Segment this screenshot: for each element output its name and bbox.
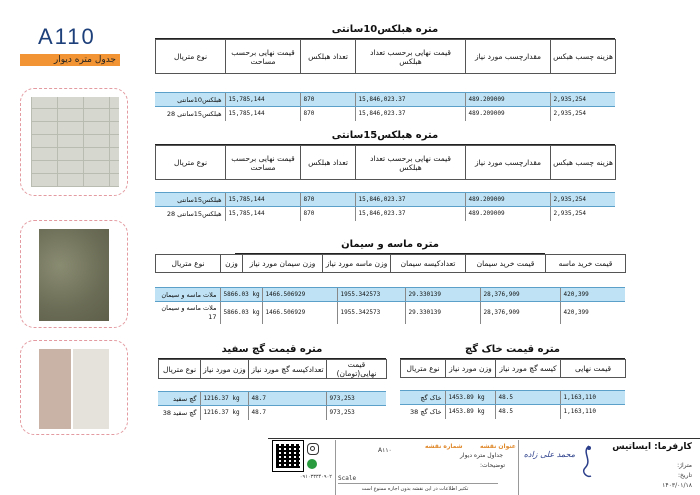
- col-bags: تعدادکیسه سیمان: [391, 255, 466, 273]
- table-title: متره ماسه و سیمان: [235, 237, 545, 254]
- col-material: نوع متریال: [156, 146, 226, 180]
- copyright-note: تکثیر اطلاعات در این نقشه بدون اجازه ممنوع است: [361, 486, 469, 492]
- instagram-icon: [307, 443, 319, 455]
- gypsum-texture-right: [73, 349, 109, 429]
- employer: کارفرما: ایساتیس: [612, 442, 692, 452]
- footer-divider: [518, 440, 519, 495]
- qr-code-icon: [272, 440, 304, 472]
- col-weight: وزن مورد نیاز: [446, 360, 496, 378]
- col-count: تعداد هبلکس: [301, 40, 356, 74]
- table-row: [158, 392, 386, 406]
- col-price: قیمت نهایی: [561, 360, 626, 378]
- col-bags: تعدادکیسه گچ مورد نیاز: [249, 360, 327, 379]
- col-material: نوع متریال: [401, 360, 446, 378]
- table-row: [155, 207, 615, 221]
- table-row: [158, 406, 386, 420]
- count-price-cell: 15,846,023.37: [355, 193, 465, 207]
- col-weight: وزن مورد نیاز: [201, 360, 249, 379]
- sand-price-cell: 420,399: [560, 288, 625, 302]
- price-cell: 973,253: [326, 406, 386, 420]
- hebelex-block-image: [31, 97, 119, 187]
- count-price-cell: 15,846,023.37: [355, 93, 465, 107]
- weight-cell: 1453.89 kg: [445, 405, 495, 419]
- scale-label: Scale: [338, 475, 357, 482]
- sheet-number-value: A۱۱۰: [378, 447, 392, 454]
- table-title: متره قیمت خاک گچ: [400, 342, 625, 359]
- material-cell: گچ سفید 38: [162, 408, 197, 417]
- glue-cell: 489.209009: [465, 193, 550, 207]
- price-cell: 973,253: [326, 392, 386, 406]
- material-cell: گچ سفید: [158, 392, 200, 406]
- col-glue-cost: هزینه چسب هبکس: [551, 40, 616, 74]
- material-cell: ملات ماسه و سیمان 17: [161, 303, 217, 321]
- table-title: متره هبلکس15سانتی: [155, 128, 615, 145]
- col-cement-weight: وزن سیمان مورد نیاز: [243, 255, 323, 273]
- table-row: [400, 405, 625, 419]
- col-sand-price: قیمت خرید ماسه: [546, 255, 626, 273]
- col-price: قیمت نهایی(تومان): [327, 360, 387, 379]
- weight-cell: 5866.03 kg: [220, 302, 262, 324]
- material-cell: هبلکس15سانتی: [155, 193, 225, 207]
- col-glue: مقدارچسب مورد نیاز: [466, 146, 551, 180]
- count-cell: 870: [300, 107, 355, 121]
- glue-cell: 489.209009: [465, 207, 550, 221]
- glue-cost-cell: 2,935,254: [550, 193, 615, 207]
- bags-cell: 29.330139: [405, 288, 480, 302]
- bags-cell: 29.330139: [405, 302, 480, 324]
- material-cell: هبلکس15سانتی 28: [166, 109, 222, 118]
- col-material: نوع متریال: [159, 360, 201, 379]
- bags-cell: 48.7: [248, 392, 326, 406]
- phone-number: ۰۹۱۰۳۳۳۴۰۹۰۲: [299, 474, 332, 480]
- col-sand-weight: وزن ماسه مورد نیاز: [323, 255, 391, 273]
- glue-cost-cell: 2,935,254: [550, 107, 615, 121]
- col-glue: مقدارچسب مورد نیاز: [466, 40, 551, 74]
- logo-icon: [575, 442, 597, 482]
- gypsum-texture-left: [39, 349, 71, 429]
- price-cell: 1,163,110: [560, 391, 625, 405]
- cement-weight-cell: 1466.506929: [262, 288, 337, 302]
- area-price-cell: 15,785,144: [225, 207, 300, 221]
- count-cell: 870: [300, 207, 355, 221]
- cement-price-cell: 28,376,909: [480, 302, 560, 324]
- count-price-cell: 15,846,023.37: [355, 107, 465, 121]
- gypsum-soil-table: [400, 342, 625, 419]
- col-area-price: قیمت نهایی برحسب مساحت: [226, 146, 301, 180]
- weight-cell: 1216.37 kg: [200, 392, 248, 406]
- col-glue-cost: هزینه چسب هبکس: [551, 146, 616, 180]
- date-label: تاریخ:: [678, 472, 692, 479]
- material-cell: خاک گچ 38: [409, 407, 442, 416]
- cement-weight-cell: 1466.506929: [262, 302, 337, 324]
- weight-cell: 1216.37 kg: [200, 406, 248, 420]
- col-area-price: قیمت نهایی برحسب مساحت: [226, 40, 301, 74]
- sheet-number-label: شماره نقشه: [425, 443, 463, 450]
- col-weight: وزن: [221, 255, 243, 273]
- sand-cement-table: [155, 237, 625, 324]
- gypsum-thumbnail-frame: [20, 340, 128, 435]
- glue-cost-cell: 2,935,254: [550, 93, 615, 107]
- count-cell: 870: [300, 93, 355, 107]
- material-cell: خاک گچ: [400, 391, 445, 405]
- count-price-cell: 15,846,023.37: [355, 207, 465, 221]
- table-row: [155, 288, 625, 302]
- glue-cost-cell: 2,935,254: [550, 207, 615, 221]
- bags-cell: 48.5: [495, 405, 560, 419]
- material-cell: ملات ماسه و سیمان: [155, 288, 220, 302]
- col-count-price: قیمت نهایی برحسب تعداد هبلکس: [356, 40, 466, 74]
- col-count: تعداد هبلکس: [301, 146, 356, 180]
- date-value: ۱۴۰۳/۰۱/۱۸: [662, 482, 692, 489]
- count-cell: 870: [300, 193, 355, 207]
- col-material: نوع متریال: [156, 40, 226, 74]
- sheet-title-label: عنوان نقشه: [480, 443, 516, 450]
- sand-weight-cell: 1955.342573: [337, 302, 405, 324]
- table-row: [155, 302, 625, 324]
- area-price-cell: 15,785,144: [225, 107, 300, 121]
- price-cell: 1,163,110: [560, 405, 625, 419]
- bags-cell: 48.5: [495, 391, 560, 405]
- table-row: [155, 107, 615, 121]
- sand-price-cell: 420,399: [560, 302, 625, 324]
- designer-signature: محمد علی زاده: [523, 450, 575, 459]
- table-title: متره قیمت گچ سفید: [158, 342, 386, 359]
- table-title: متره هبلکس10سانتی: [155, 22, 615, 39]
- cement-price-cell: 28,376,909: [480, 288, 560, 302]
- col-count-price: قیمت نهایی برحسب تعداد هبلکس: [356, 146, 466, 180]
- sand-weight-cell: 1955.342573: [337, 288, 405, 302]
- hebelex-thumbnail-frame: [20, 88, 128, 196]
- white-gypsum-table: [158, 342, 386, 420]
- hebelex15-table: [155, 128, 615, 221]
- material-cell: هبلکس15سانتی 28: [166, 209, 222, 218]
- area-price-cell: 15,785,144: [225, 193, 300, 207]
- glue-cell: 489.209009: [465, 93, 550, 107]
- col-bags: کیسه گچ مورد نیاز: [496, 360, 561, 378]
- sheet-subtitle: جدول متره دیوار: [20, 54, 120, 66]
- area-price-cell: 15,785,144: [225, 93, 300, 107]
- notes-label: توضیحات:: [480, 462, 506, 469]
- scale-rule: [338, 483, 498, 484]
- sheet-code: A110: [38, 24, 96, 49]
- footer-divider: [335, 440, 336, 495]
- material-cell: هبلکس10سانتی: [155, 93, 225, 107]
- hebelex10-table: [155, 22, 615, 121]
- sheet-name: جداول متره دیوار: [460, 452, 504, 459]
- cement-texture-image: [39, 229, 109, 321]
- footer-top-rule: [268, 438, 700, 439]
- col-cement-price: قیمت خرید سیمان: [466, 255, 546, 273]
- weight-cell: 5866.03 kg: [220, 288, 262, 302]
- glue-cell: 489.209009: [465, 107, 550, 121]
- table-row: [400, 391, 625, 405]
- weight-cell: 1453.89 kg: [445, 391, 495, 405]
- location-label: متراژ:: [677, 462, 692, 469]
- bags-cell: 48.7: [248, 406, 326, 420]
- col-material: نوع متریال: [156, 255, 221, 273]
- table-row: [155, 193, 615, 207]
- whatsapp-icon: [307, 459, 317, 469]
- cement-thumbnail-frame: [20, 220, 128, 328]
- table-row: [155, 93, 615, 107]
